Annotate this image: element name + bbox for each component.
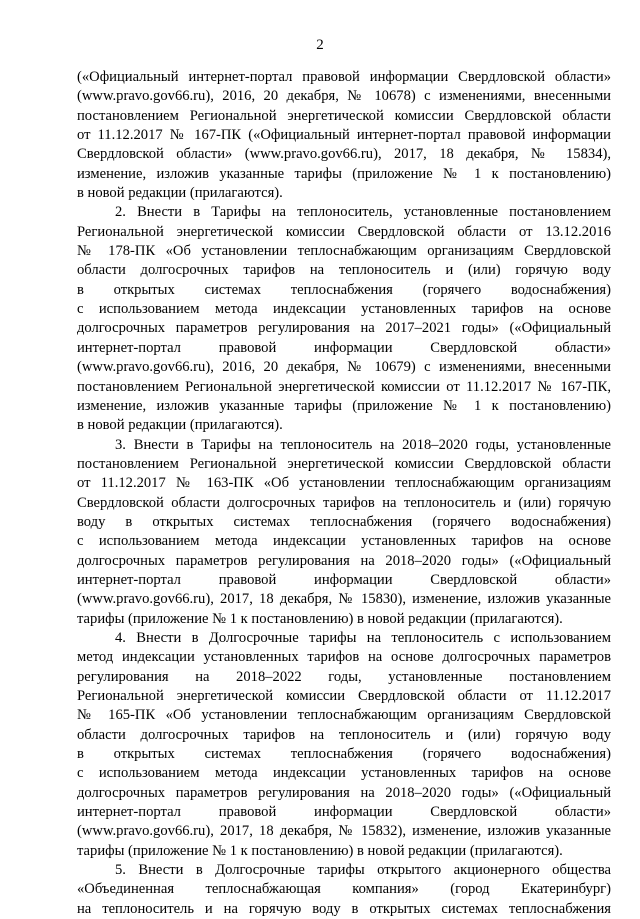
text-line: № 178-ПК «Об установлении теплоснабжающим организациям Свердловской <box>77 243 611 260</box>
text-line: в новой редакции (прилагаются). <box>77 417 283 434</box>
paragraph-2 <box>77 203 611 435</box>
text-line: изменение, изложив указанные тарифы (приложение № 1 к постановлению) <box>77 397 611 414</box>
text-line: долгосрочных параметров регулирования на 2018–2020 годы» («Официальный <box>77 552 611 569</box>
text-line: воду в открытых системах теплоснабжения (горячего водоснабжения) <box>77 513 611 530</box>
text-line: с использованием метода индексации установленных тарифов на основе <box>77 301 611 318</box>
text-line: долгосрочных параметров регулирования на 2017–2021 годы» («Официальный <box>77 320 611 337</box>
text-line: метод индексации установленных тарифов на основе долгосрочных параметров <box>77 649 611 666</box>
text-line: Региональной энергетической комиссии Свердловской области от 11.12.2017 <box>77 688 611 704</box>
document-body <box>77 68 611 919</box>
text-line: («Официальный интернет-портал правовой информации Свердловской области» <box>77 69 611 85</box>
text-line: интернет-портал правовой информации Свердловской области» <box>77 339 611 356</box>
text-line: (www.pravo.gov66.ru), 2016, 20 декабря, № 10679) с изменениями, внесенными <box>77 359 611 376</box>
text-line: регулирования на 2018–2022 годы, установленные постановлением <box>77 668 611 685</box>
text-line: в открытых системах теплоснабжения (горячего водоснабжения) <box>77 746 611 763</box>
text-line: в открытых системах теплоснабжения (горячего водоснабжения) <box>77 281 611 298</box>
text-line: Свердловской области долгосрочных тарифов на теплоноситель и (или) горячую <box>77 494 611 511</box>
text-line: изменение, изложив указанные тарифы (приложение № 1 к постановлению) <box>77 165 611 182</box>
text-line: № 165-ПК «Об установлении теплоснабжающим организациям Свердловской <box>77 707 611 724</box>
text-line: области долгосрочных тарифов на теплоноситель и (или) горячую воду <box>77 726 611 743</box>
text-line: тарифы (приложение № 1 к постановлению) в новой редакции (прилагаются). <box>77 610 563 627</box>
text-line: с использованием метода индексации установленных тарифов на основе <box>77 533 611 550</box>
text-line: «Объединенная теплоснабжающая компания» (город Екатеринбург) <box>77 881 611 898</box>
text-line: на теплоноситель и на горячую воду в открытых системах теплоснабжения <box>77 900 611 917</box>
text-line: области долгосрочных тарифов на теплоноситель и (или) горячую воду <box>77 262 611 279</box>
text-line: от 11.12.2017 № 163-ПК «Об установлении теплоснабжающим организациям <box>77 475 611 492</box>
text-line: с использованием метода индексации установленных тарифов на основе <box>77 765 611 782</box>
paragraph-3 <box>77 436 611 629</box>
text-line: 3. Внести в Тарифы на теплоноситель на 2018–2020 годы, установленные <box>115 436 611 453</box>
text-line: 5. Внести в Долгосрочные тарифы открытого акционерного общества <box>115 862 611 879</box>
text-line: Свердловской области» (www.pravo.gov66.ru), 2017, 18 декабря, № 15834), <box>77 146 611 163</box>
paragraph-5 <box>77 861 611 919</box>
text-line: интернет-портал правовой информации Свердловской области» <box>77 804 611 821</box>
text-line: тарифы (приложение № 1 к постановлению) в новой редакции (прилагаются). <box>77 842 563 859</box>
text-line: долгосрочных параметров регулирования на 2018–2020 годы» («Официальный <box>77 784 611 801</box>
text-line: постановлением Региональной энергетической комиссии Свердловской области <box>77 455 611 472</box>
text-line: постановлением Региональной энергетической комиссии Свердловской области <box>77 107 611 124</box>
text-line: (www.pravo.gov66.ru), 2016, 20 декабря, № 10678) с изменениями, внесенными <box>77 88 611 105</box>
paragraph-4 <box>77 629 611 861</box>
text-line: интернет-портал правовой информации Свердловской области» <box>77 571 611 588</box>
paragraph-1-continuation <box>77 68 611 203</box>
text-line: 4. Внести в Долгосрочные тарифы на теплоноситель с использованием <box>115 629 611 646</box>
page-number: 2 <box>316 37 324 53</box>
text-line: в новой редакции (прилагаются). <box>77 185 283 202</box>
text-line: Региональной энергетической комиссии Свердловской области от 13.12.2016 <box>77 223 611 240</box>
text-line: постановлением Региональной энергетической комиссии от 11.12.2017 № 167-ПК, <box>77 378 611 395</box>
text-line: от 11.12.2017 № 167-ПК («Официальный интернет-портал правовой информации <box>77 127 611 144</box>
text-line: (www.pravo.gov66.ru), 2017, 18 декабря, № 15832), изменение, изложив указанные <box>77 823 611 840</box>
text-line: (www.pravo.gov66.ru), 2017, 18 декабря, № 15830), изменение, изложив указанные <box>77 591 611 608</box>
text-line: 2. Внести в Тарифы на теплоноситель, установленные постановлением <box>115 204 611 221</box>
